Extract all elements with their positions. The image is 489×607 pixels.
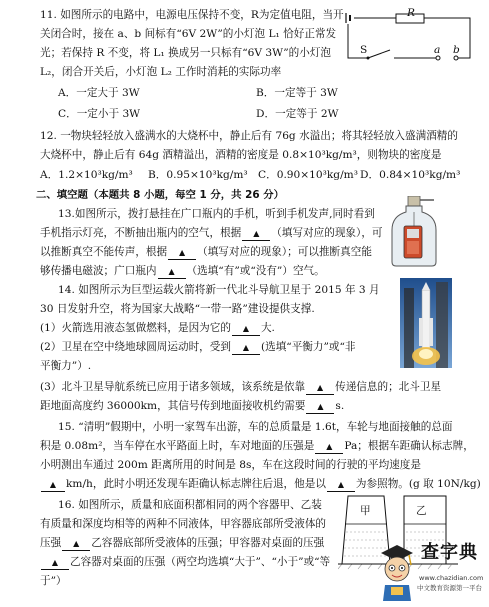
q15-line4-a: km/h，此时小明还发现车距确认标志牌往后退，他是以: [66, 478, 326, 490]
q11-option-b: B．一定等于 3W: [256, 87, 338, 99]
q14-blank-4: ▲: [306, 401, 334, 414]
q15-line2: [40, 437, 474, 456]
section-title: 二、填空题（本题共 8 小题，每空 1 分，共 26 分）: [36, 189, 285, 201]
q14-line4: [40, 338, 356, 357]
q13-line2-a: 手机指示灯亮，不断抽出瓶内的空气，根据: [40, 227, 242, 239]
chazidian-logo: [373, 535, 483, 605]
q12-line2: 大烧杯中，静止后有 64g 酒精溢出，酒精的密度是 0.8×10³kg/m³，则物块的密度是: [40, 149, 442, 161]
q14-line7-a: 距地面高度约 36000km，其信号传到地面接收机约需要: [40, 400, 306, 412]
q16-blank-1: ▲: [62, 538, 90, 551]
q12-option-b: B．0.95×10³kg/m³: [148, 169, 248, 181]
q16-label-yi: 乙: [416, 505, 427, 517]
q15-line3: [40, 456, 421, 475]
q11-label-R: R: [407, 7, 415, 19]
q12-option-d: D．0.84×10³kg/m³: [360, 169, 461, 181]
q14-blank-3: ▲: [306, 382, 334, 395]
q14-line4-b: (选填“平衡力”或“非: [260, 341, 356, 353]
q16-line4-a: 乙容器对桌面的压强（两空均选填“大于”、“小于”或“等: [70, 556, 331, 568]
q16-line3-a: 压强: [40, 537, 62, 549]
q13-blank-3: ▲: [158, 266, 186, 279]
q11-line2: 关闭合时，接在 a、b 间标有“6V 2W”的小灯泡 L₁ 恰好正常发: [40, 28, 337, 40]
q13-line3-b: （填写对应的现象）；可以推断真空能: [197, 246, 372, 258]
q13-blank-1: ▲: [242, 228, 270, 241]
logo-tagline: 中文教育资源第一平台: [417, 584, 482, 592]
q13-line4-a: 够传播电磁波；广口瓶内: [40, 265, 157, 277]
q15-blank-2: ▲: [41, 479, 65, 492]
logo-brand-text: 查字典: [421, 542, 478, 563]
q13-line2-b: （填写对应的现象），可: [271, 227, 383, 239]
q12-option-c: C．0.90×10³kg/m³: [258, 169, 358, 181]
q15-blank-3: ▲: [327, 479, 355, 492]
q14-line2: 30 日发射升空，将为国家大战略“一带一路”建设提供支撑.: [40, 303, 315, 315]
mascot-icon: [377, 541, 417, 603]
q14-line3: [40, 319, 275, 338]
q14-line6: [40, 378, 441, 397]
q15-line4-b: 为参照物。(g 取 10N/kg): [355, 478, 481, 490]
q16-line3-b: 乙容器底部所受液体的压强；甲容器对桌面的压强: [91, 537, 325, 549]
q13-line4-b: （选填“有”或“没有”）空气。: [186, 265, 325, 277]
q12-line1: 12. 一物块轻轻放入盛满水的大烧杯中，静止后有 76g 水溢出；将其轻轻放入盛满酒精的: [40, 130, 458, 142]
q16-line1: 16. 如图所示，质量和底面积都相同的两个容器甲、乙装: [58, 499, 322, 511]
q14-line6-a: (3）北斗卫星导航系统已应用于诸多领域，该系统是依靠: [40, 381, 306, 393]
q13-blank-2: ▲: [168, 247, 196, 260]
q15-line3-text: 小明测出车通过 200m 距离所用的时间是 8s，车在这段时间的行驶的平均速度是: [40, 459, 421, 471]
q14-blank-2: ▲: [232, 342, 260, 355]
q14-blank-1: ▲: [232, 323, 260, 336]
q11-line3: 光；若保持 R 不变，将 L₁ 换成另一只标有“6V 3W”的小灯泡: [40, 47, 332, 59]
q16-line3: [40, 534, 324, 553]
q14-line7: [40, 397, 344, 416]
q16-label-jia: 甲: [360, 505, 371, 517]
q16-line4: [40, 553, 330, 572]
q13-jar-phone-image: [388, 196, 440, 268]
q11-line1: 11. 如图所示的电路中，电源电压保持不变，R为定值电阻，当开: [40, 9, 344, 21]
q15-line2-b: Pa；根据车距确认标志牌，: [344, 440, 474, 452]
q16-blank-2: ▲: [41, 557, 69, 570]
q11-label-a: a: [434, 44, 441, 56]
q11-label-S: S: [360, 44, 368, 56]
q14-line1: 14. 如图所示为巨型运载火箭将新一代北斗导航卫星于 2015 年 3 月: [58, 284, 380, 296]
q11-line4: L₂，闭合开关后，小灯泡 L₂ 工作时消耗的实际功率: [40, 66, 282, 78]
q14-line7-b: s.: [335, 400, 345, 412]
q13-line4: [40, 262, 325, 281]
q15-line2-a: 积是 0.08m²，当车停在水平路面上时，车对地面的压强是: [40, 440, 315, 452]
q14-line3-b: 大.: [260, 322, 275, 334]
q11-option-a: A．一定大于 3W: [58, 87, 140, 99]
q14-line6-b: 传递信息的；北斗卫星: [335, 381, 442, 393]
logo-url-text: www.chazidian.com: [419, 574, 484, 582]
q15-blank-1: ▲: [315, 441, 343, 454]
q14-line4-a: (2）卫星在空中绕地球圆周运动时，受到: [40, 341, 231, 353]
q13-line1: 13.如图所示，拨打悬挂在广口瓶内的手机，听到手机发声,同时看到: [58, 208, 375, 220]
q14-line3-a: (1）火箭选用液态氢做燃料，是因为它的: [40, 322, 231, 334]
q16-line5: 于”）: [40, 575, 67, 587]
q14-line5: 平衡力”）.: [40, 360, 92, 372]
q11-option-c: C．一定小于 3W: [58, 108, 141, 120]
q14-rocket-photo: [400, 278, 452, 368]
q13-line2: [40, 224, 383, 243]
q12-option-a: A．1.2×10³kg/m³: [40, 169, 133, 181]
q13-line3: [40, 243, 372, 262]
q15-line1: 15. “清明”假期中，小明一家驾车出游，车的总质量是 1.6t，车轮与地面接触的总面: [58, 421, 453, 433]
q11-label-b: b: [453, 44, 460, 56]
q16-line2: 有质量和深度均相等的两种不同液体，甲容器底部所受液体的: [40, 518, 327, 530]
q11-option-d: D．一定等于 2W: [256, 108, 339, 120]
q13-line3-a: 以推断真空不能传声，根据: [40, 246, 168, 258]
